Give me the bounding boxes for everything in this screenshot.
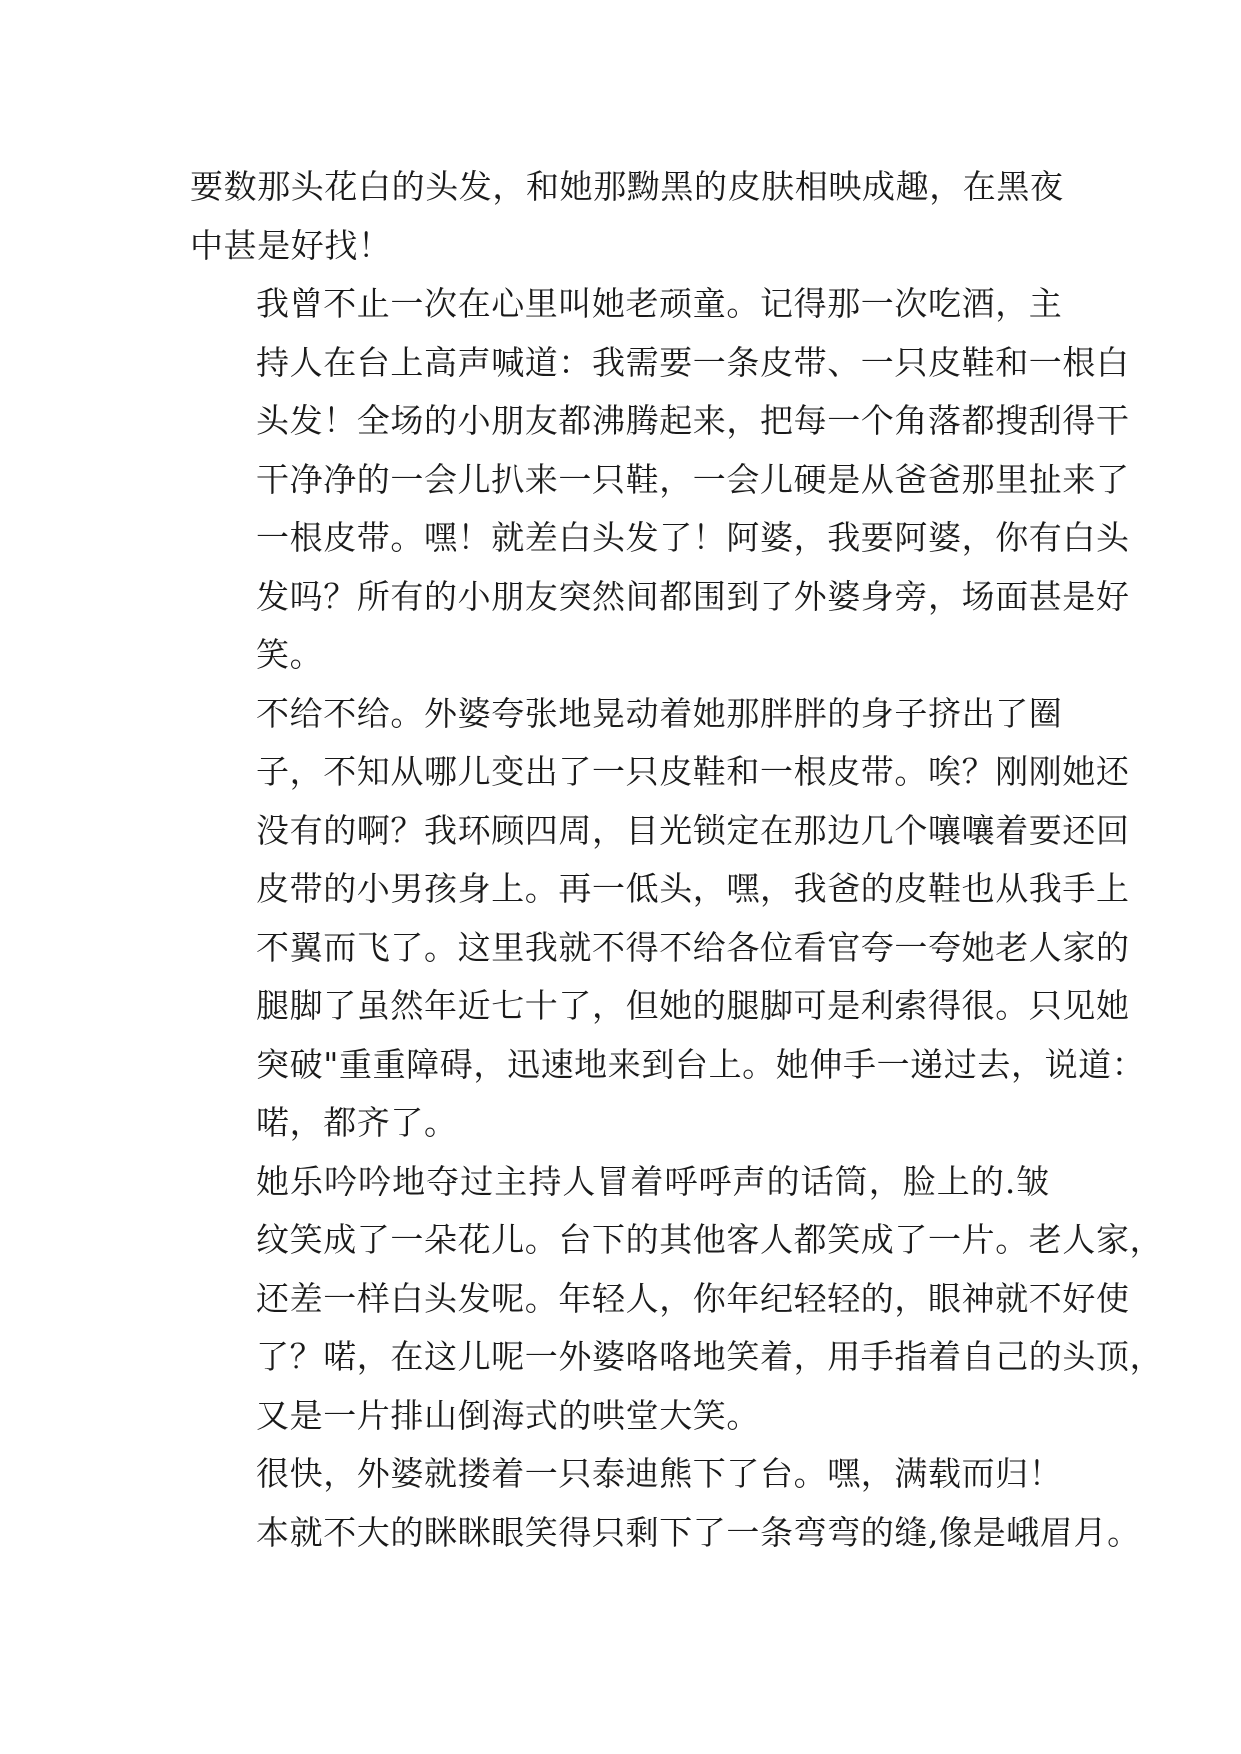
text-line: 她乐吟吟地夺过主持人冒着呼呼声的话筒，脸上的.皱	[256, 1161, 1050, 1201]
text-line: 不给不给。外婆夸张地晃动着她那胖胖的身子挤出了圈	[256, 693, 1063, 733]
text-line: 中甚是好找！	[190, 225, 392, 265]
text-line: 本就不大的眯眯眼笑得只剩下了一条弯弯的缝,像是峨眉月。	[256, 1512, 1141, 1552]
text-line: 笑。	[256, 635, 324, 674]
paragraph	[190, 275, 1130, 685]
text-line: 持人在台上高声喊道：我需要一条皮带、一只皮鞋和一根白	[256, 342, 1130, 382]
text-line: 还差一样白头发呢。年轻人，你年纪轻轻的，眼神就不好使	[256, 1278, 1130, 1318]
text-line: 了？喏，在这儿呢一外婆咯咯地笑着，用手指着自己的头顶，	[256, 1337, 1164, 1376]
text-line: 腿脚了虽然年近七十了，但她的腿脚可是利索得很。只见她	[256, 986, 1130, 1025]
text-line: 不翼而飞了。这里我就不得不给各位看官夸一夸她老人家的	[256, 927, 1130, 967]
text-line: 突破"重重障碍，迅速地来到台上。她伸手一递过去，说道：	[256, 1044, 1146, 1084]
text-line: 头发！全场的小朋友都沸腾起来，把每一个角落都搜刮得干	[256, 401, 1130, 440]
text-line: 很快，外婆就搂着一只泰迪熊下了台。嘿，满载而归！	[256, 1454, 1063, 1493]
text-line: 发吗？所有的小朋友突然间都围到了外婆身旁，场面甚是好	[256, 576, 1130, 616]
text-line: 纹笑成了一朵花儿。台下的其他客人都笑成了一片。老人家，	[256, 1220, 1164, 1259]
paragraph	[190, 1153, 1164, 1446]
text-line: 没有的啊？我环顾四周，目光锁定在那边几个嚷嚷着要还回	[256, 810, 1130, 850]
paragraph	[190, 158, 1064, 275]
text-line: 一根皮带。嘿！就差白头发了！阿婆，我要阿婆，你有白头	[256, 518, 1130, 557]
text-line: 干净净的一会儿扒来一只鞋，一会儿硬是从爸爸那里扯来了	[256, 459, 1130, 499]
paragraph	[190, 1445, 1141, 1562]
paragraph	[190, 685, 1146, 1153]
text-line: 皮带的小男孩身上。再一低头，嘿，我爸的皮鞋也从我手上	[256, 869, 1130, 908]
article-body	[190, 158, 1164, 1562]
text-line: 要数那头花白的头发，和她那黝黑的皮肤相映成趣，在黑夜	[190, 167, 1064, 206]
text-line: 又是一片排山倒海式的哄堂大笑。	[256, 1395, 760, 1435]
text-line: 喏，都齐了。	[256, 1103, 458, 1142]
text-line: 子，不知从哪儿变出了一只皮鞋和一根皮带。唉？刚刚她还	[256, 752, 1130, 791]
text-line: 我曾不止一次在心里叫她老顽童。记得那一次吃酒，主	[256, 284, 1063, 323]
